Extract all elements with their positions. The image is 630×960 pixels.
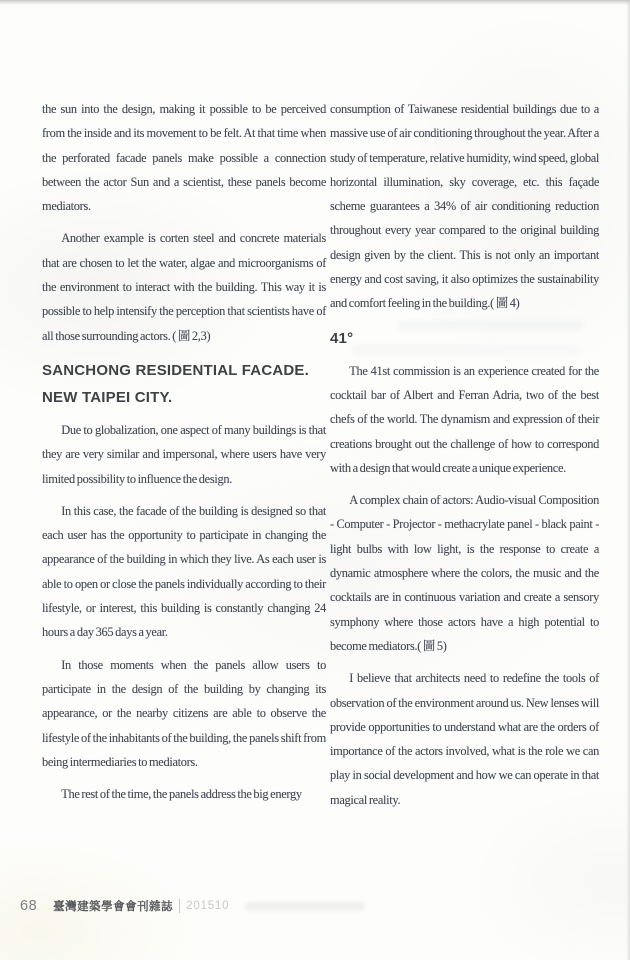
issue-number: 201510 (186, 900, 230, 912)
ghost-text-artifact (352, 345, 580, 355)
section-heading-sanchong: SANCHONG RESIDENTIAL FACADE. NEW TAIPEI CITY. (42, 361, 310, 406)
paragraph: Another example is corten steel and concrete materials that are chosen to let the water, algae and microorganisms of the environment to interact with the building. This way it is possible to help intensify the perception that scientists have of all those surrounding actors. ( 圖 2,3) (42, 231, 326, 343)
scan-right-edge (626, 0, 630, 960)
right-column (330, 97, 599, 820)
left-column (42, 97, 326, 814)
paragraph: I believe that architects need to redefine the tools of observation of the environment around us. New lenses will provide opportunities to understand what are the orders of importance of the actors involved, what is the role we can play in social development and how we can operate in that magical reality. (330, 671, 599, 807)
paragraph: Due to globalization, one aspect of many buildings is that they are very similar and impersonal, where users have very limited possibility to influence the design. (42, 422, 326, 486)
faint-stamp-artifact (245, 902, 365, 911)
scan-top-edge (0, 0, 630, 5)
page-number: 68 (20, 898, 38, 914)
section-heading-41: 41° (330, 329, 354, 347)
footer-divider (179, 899, 180, 913)
journal-title: 臺灣建築學會會刊雜誌 (53, 901, 174, 913)
paragraph-continuation: the sun into the design, making it possible to be perceived from the inside and its movement to be felt. At that time when the perforated facade panels make possible a connection between the actor Sun and a scientist, these panels become mediators. (42, 102, 326, 214)
paragraph: A complex chain of actors: Audio-visual Composition - Computer - Projector - methacrylate panel - black paint - light bulbs with low light, is the response to create a dynamic atmosphere where the colors, the music and the cocktails are in continuous variation and create a sensory symphony where those actors have a high potential to become mediators.( 圖 5) (330, 493, 599, 653)
paragraph-continuation: consumption of Taiwanese residential buildings due to a massive use of air conditioning throughout the year. After a study of temperature, relative humidity, wind speed, global horizontal illumination, sky coverage, etc. this façade scheme guarantees a 34% of air conditioning reduction throughout every year compared to the original building design given by the client. This is not only an important energy and cost saving, it also optimizes the sustainability and comfort feeling in the building.( 圖 4) (330, 102, 599, 311)
paragraph: In this case, the facade of the building is designed so that each user has the opportunity to participate in changing the appearance of the building in which they live. As each user is able to open or close the panels individually according to their lifestyle, or interest, this building is constantly changing 24 hours a day 365 days a year. (42, 503, 326, 640)
paragraph: In those moments when the panels allow users to participate in the design of the building by changing its appearance, or the nearby citizens are able to observe the lifestyle of the inhabitants of the building, the panels shift from being intermediaries to mediators. (42, 657, 326, 769)
page-footer (0, 894, 630, 918)
ghost-text-artifact (398, 320, 583, 330)
paragraph: The rest of the time, the panels address the big energy (61, 787, 302, 802)
paragraph: The 41st commission is an experience created for the cocktail bar of Albert and Ferran Adria, two of the best chefs of the world. The dynamism and expression of their creations brought out the challenge of how to correspond with a design that would create a unique experience. (330, 363, 599, 475)
